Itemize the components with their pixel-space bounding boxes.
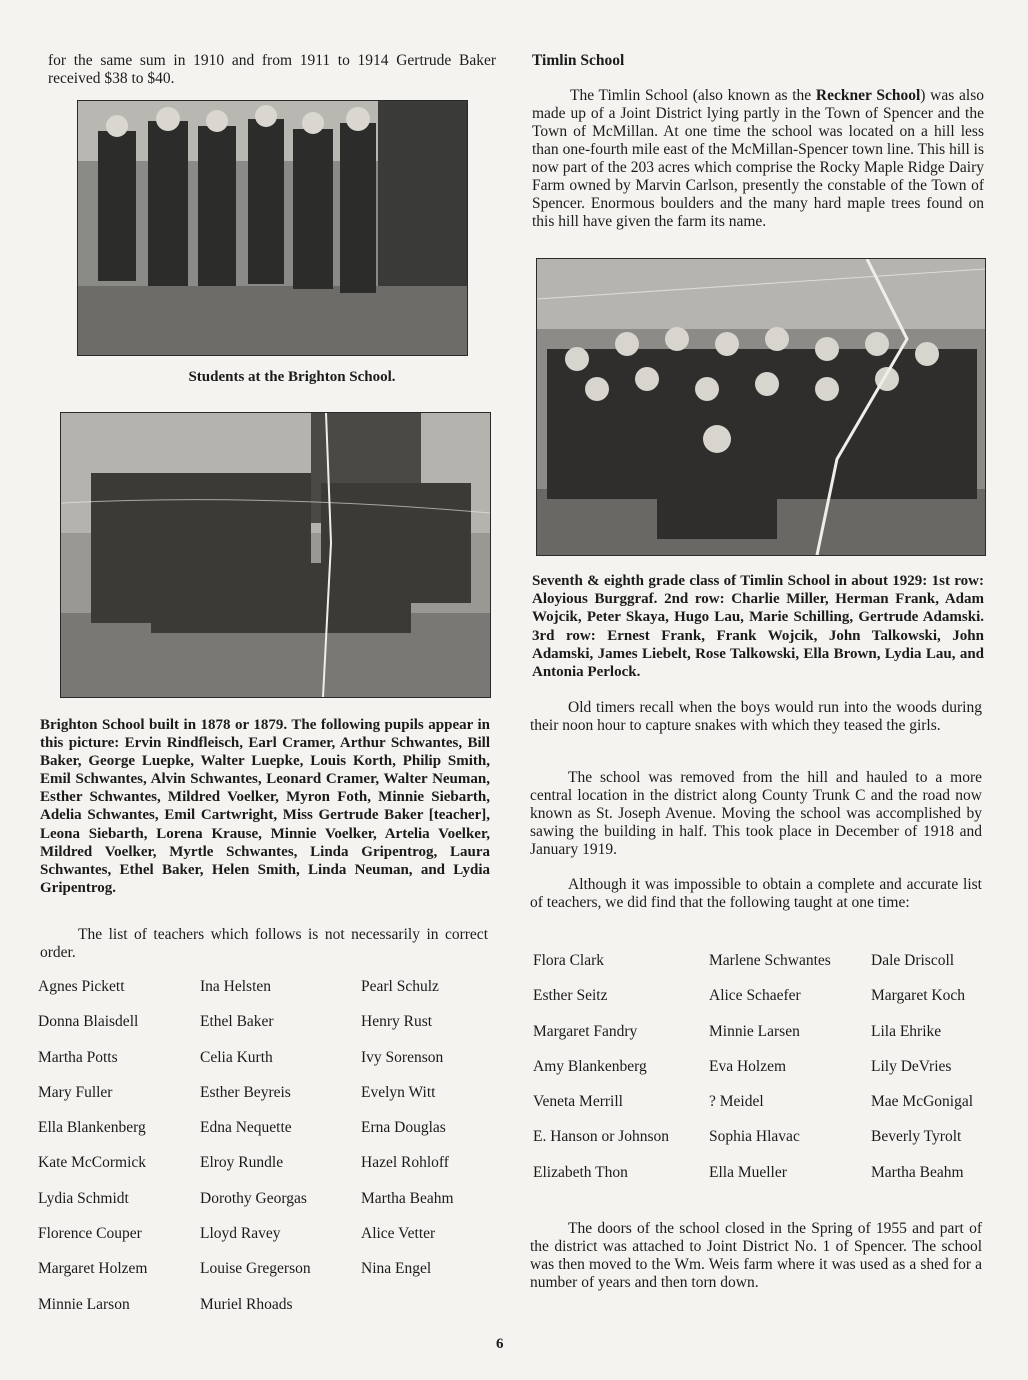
teacher-name: Ella Blankenberg xyxy=(38,1119,146,1137)
timlin-photo-caption: Seventh & eighth grade class of Timlin School in about 1929: 1st row: Aloyious Burggraf. 2nd row: Charlie Miller, Herman Frank, Adam Wojcik, Peter Skaya, Hugo Lau, Marie Schilling, Gertrude Adamski. 3rd row: Ernest Frank, Frank Wojcik, John Talkowski, John Adamski, James Liebelt, Rose Talkowski, Ella Brown, Lydia Lau, and Antonia Perlock. xyxy=(532,573,984,681)
teacher-name: E. Hanson or Johnson xyxy=(533,1128,670,1146)
para1-pre: The Timlin School (also known as the xyxy=(570,87,816,104)
teacher-name: Margaret Fandry xyxy=(533,1022,638,1040)
para1-bold: Reckner School xyxy=(815,87,921,104)
teacher-name: Esther Seitz xyxy=(533,987,608,1005)
teacher-name: Alice Schaefer xyxy=(709,987,801,1005)
teacher-name: Nina Engel xyxy=(361,1260,432,1278)
teacher-name: Flora Clark xyxy=(533,952,605,969)
photo1-caption: Students at the Brighton School. xyxy=(188,369,396,385)
teacher-name: Pearl Schulz xyxy=(361,978,439,995)
timlin-para4: Although it was impossible to obtain a complete and accurate list of teachers, we did find that the following taught at one time: xyxy=(530,876,982,911)
teacher-name: Ina Helsten xyxy=(200,978,272,995)
teacher-name: Beverly Tyrolt xyxy=(871,1128,962,1146)
teacher-name: Erna Douglas xyxy=(361,1119,446,1137)
teacher-name: Lily DeVries xyxy=(871,1057,952,1075)
teacher-name: Agnes Pickett xyxy=(38,978,125,995)
teacher-name: Mary Fuller xyxy=(38,1083,113,1101)
teacher-name: Mae McGonigal xyxy=(871,1093,974,1111)
teacher-name: Martha Beahm xyxy=(871,1163,964,1181)
teacher-name: ? Meidel xyxy=(709,1093,764,1111)
page-number: 6 xyxy=(496,1336,504,1352)
teacher-name: Marlene Schwantes xyxy=(709,952,831,969)
teacher-name: Kate McCormick xyxy=(38,1154,147,1172)
teacher-name: Amy Blankenberg xyxy=(533,1057,647,1075)
teacher-name: Sophia Hlavac xyxy=(709,1128,800,1146)
timlin-para5: The doors of the school closed in the Spring of 1955 and part of the district was attached to Joint District No. 1 of Spencer. The school was then moved to the Wm. Weis farm where it was used as a shed for a number of years and then torn down. xyxy=(530,1220,982,1291)
teacher-name: Muriel Rhoads xyxy=(200,1295,293,1313)
teacher-name: Alice Vetter xyxy=(361,1225,436,1243)
timlin-para3: The school was removed from the hill and hauled to a more central location in the district along County Trunk C and the road now known as St. Joseph Avenue. Moving the school was accomplished by sawing the building in half. This took place in December of 1918 and January 1919. xyxy=(530,769,982,858)
left-teacher-column-1 xyxy=(38,978,147,1331)
para1-post: ) was also made up of a Joint District lying partly in the Town of Spencer and the Town of McMillan. At one time the school was located on a hill less than one-fourth mile east of the McMillan-Spencer town line. This hill is now part of the 203 acres which comprise the Rocky Maple Ridge Dairy Farm owned by Marvin Carlson, presently the constable of the Town of Spencer. Enormous boulders and the many hard maple trees found on this hill have given the farm its name. xyxy=(532,87,984,230)
teacher-name: Hazel Rohloff xyxy=(361,1154,449,1172)
teacher-name: Henry Rust xyxy=(361,1013,433,1031)
teacher-name: Dorothy Georgas xyxy=(200,1189,307,1207)
teacher-name: Edna Nequette xyxy=(200,1119,292,1137)
teacher-name: Veneta Merrill xyxy=(533,1093,623,1111)
teacher-name: Ella Mueller xyxy=(709,1163,787,1181)
teacher-name: Lila Ehrike xyxy=(871,1022,942,1040)
teacher-name: Louise Gregerson xyxy=(200,1260,311,1278)
teacher-name: Margaret Koch xyxy=(871,987,965,1005)
left-teacher-column-2 xyxy=(200,978,311,1331)
right-teacher-column-2 xyxy=(709,952,831,1199)
teacher-name: Elroy Rundle xyxy=(200,1154,284,1172)
teacher-name: Lloyd Ravey xyxy=(200,1225,281,1243)
brighton-students-photo xyxy=(77,100,468,356)
timlin-heading: Timlin School xyxy=(532,52,625,69)
intro-text: for the same sum in 1910 and from 1911 to 1914 Gertrude Baker received $38 to $40. xyxy=(48,52,496,87)
timlin-para2: Old timers recall when the boys would run into the woods during their noon hour to capture snakes with which they teased the girls. xyxy=(530,699,982,734)
teacher-list-intro: The list of teachers which follows is not necessarily in correct order. xyxy=(40,926,488,961)
teacher-name: Ivy Sorenson xyxy=(361,1048,444,1066)
teacher-name: Dale Driscoll xyxy=(871,952,955,969)
timlin-para1 xyxy=(532,87,984,231)
right-teacher-column-3 xyxy=(871,952,973,1199)
teacher-name: Evelyn Witt xyxy=(361,1083,436,1101)
teacher-name: Margaret Holzem xyxy=(38,1260,148,1278)
left-teacher-column-3 xyxy=(361,978,454,1296)
teacher-name: Esther Beyreis xyxy=(200,1083,291,1101)
teacher-name: Donna Blaisdell xyxy=(38,1013,139,1031)
teacher-name: Minnie Larson xyxy=(38,1295,130,1313)
teacher-name: Celia Kurth xyxy=(200,1048,273,1066)
photo2-caption: Brighton School built in 1878 or 1879. The following pupils appear in this picture: Ervin Rindfleisch, Earl Cramer, Arthur Schwantes, Bill Baker, George Luepke, Walter Luepke, Louis Korth, Philip Smith, Emil Schwantes, Alvin Schwantes, Leonard Cramer, Walter Neuman, Esther Schwantes, Mildred Voelker, Myron Foth, Minnie Siebarth, Adelia Schwantes, Emil Cartwright, Miss Gertrude Baker [teacher], Leona Siebarth, Lorena Krause, Minnie Voelker, Artelia Voelker, Mildred Voelker, Myrtle Schwantes, Linda Gripentrog, Laura Schwantes, Ethel Baker, Helen Smith, Linda Neuman, and Lydia Gripentrog. xyxy=(40,717,490,896)
teacher-name: Ethel Baker xyxy=(200,1013,274,1031)
teacher-name: Lydia Schmidt xyxy=(38,1189,129,1207)
right-teacher-column-1 xyxy=(533,952,669,1199)
timlin-class-photo xyxy=(536,258,986,556)
teacher-name: Minnie Larsen xyxy=(709,1022,800,1040)
right-teacher-list xyxy=(533,952,993,1202)
teacher-name: Florence Couper xyxy=(38,1225,142,1243)
brighton-school-photo xyxy=(60,412,491,698)
left-teacher-list xyxy=(38,978,498,1328)
teacher-name: Martha Beahm xyxy=(361,1189,454,1207)
teacher-name: Elizabeth Thon xyxy=(533,1163,628,1181)
teacher-name: Eva Holzem xyxy=(709,1057,787,1075)
teacher-name: Martha Potts xyxy=(38,1048,118,1066)
